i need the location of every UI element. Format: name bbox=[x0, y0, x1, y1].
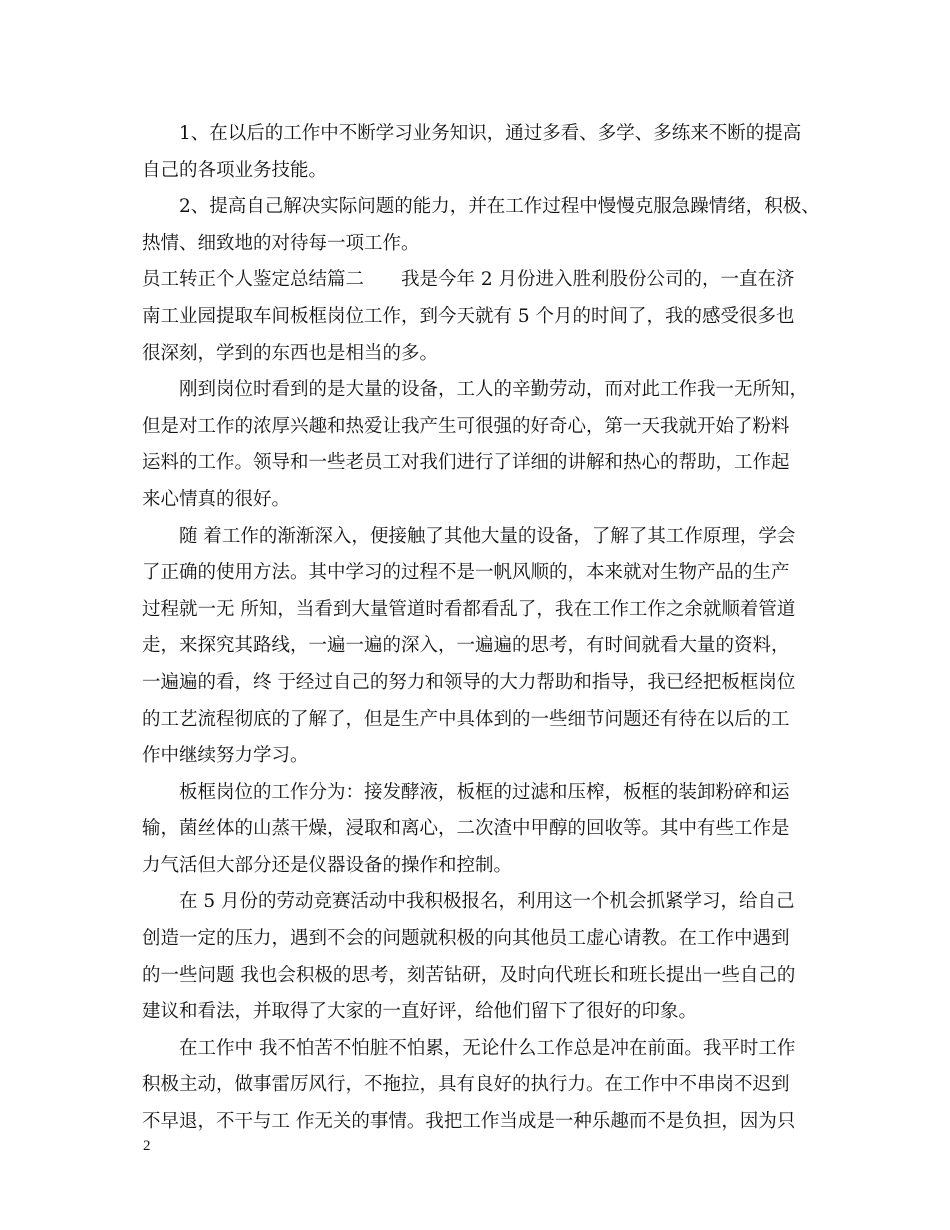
text-line: 积极主动，做事雷厉风行，不拖拉，具有良好的执行力。在工作中不串岗不迟到 bbox=[142, 1074, 790, 1096]
text-line: 刚到岗位时看到的是大量的设备，工人的辛勤劳动，而对此工作我一无所知， bbox=[179, 379, 809, 401]
text-line: 作中继续努力学习。 bbox=[142, 745, 309, 767]
text-line: 热情、细致地的对待每一项工作。 bbox=[142, 232, 420, 254]
document-body bbox=[142, 116, 822, 1141]
section-heading-line: 员工转正个人鉴定总结篇二 我是今年 2 月份进入胜利股份公司的，一直在济 bbox=[142, 269, 795, 291]
text-line: 很深刻，学到的东西也是相当的多。 bbox=[142, 342, 439, 364]
text-line: 南工业园提取车间板框岗位工作，到今天就有 5 个月的时间了，我的感受很多也 bbox=[142, 305, 795, 327]
text-line: 的工艺流程彻底的了解了，但是生产中具体到的一些细节问题还有待在以后的工 bbox=[142, 708, 790, 730]
text-line: 一遍遍的看，终 于经过自己的努力和领导的大力帮助和指导，我已经把板框岗位 bbox=[142, 671, 796, 693]
text-line: 的一些问题 我也会积极的思考，刻苦钻研，及时向代班长和班长提出一些自己的 bbox=[142, 964, 796, 986]
text-line: 过程就一无 所知，当看到大量管道时看都看乱了，我在工作工作之余就顺着管道 bbox=[142, 598, 796, 620]
text-line: 输，菌丝体的山蒸干燥，浸取和离心，二次渣中甲醇的回收等。其中有些工作是 bbox=[142, 818, 790, 840]
text-line: 在工作中 我不怕苦不怕脏不怕累，无论什么工作总是冲在前面。我平时工作 bbox=[179, 1037, 796, 1059]
text-line: 2、提高自己解决实际问题的能力，并在工作过程中慢慢克服急躁情绪，积极、 bbox=[179, 196, 820, 218]
text-line: 在 5 月份的劳动竞赛活动中我积极报名，利用这一个机会抓紧学习，给自己 bbox=[179, 891, 795, 913]
text-line: 随 着工作的渐渐深入，便接触了其他大量的设备，了解了其工作原理，学会 bbox=[179, 525, 796, 547]
text-line: 板框岗位的工作分为：接发酵液，板框的过滤和压榨，板框的装卸粉碎和运 bbox=[179, 781, 790, 803]
text-line: 创造一定的压力，遇到不会的问题就积极的向其他员工虚心请教。在工作中遇到 bbox=[142, 928, 790, 950]
text-line: 运料的工作。领导和一些老员工对我们进行了详细的讲解和热心的帮助，工作起 bbox=[142, 452, 790, 474]
text-line: 自己的各项业务技能。 bbox=[142, 159, 328, 181]
text-line: 1、在以后的工作中不断学习业务知识，通过多看、多学、多练来不断的提高 bbox=[179, 123, 802, 144]
text-line: 力气活但大部分还是仪器设备的操作和控制。 bbox=[142, 854, 513, 876]
text-line: 建议和看法，并取得了大家的一直好评，给他们留下了很好的印象。 bbox=[142, 1001, 698, 1023]
text-line: 走，来探究其路线，一遍一遍的深入，一遍遍的思考，有时间就看大量的资料， bbox=[142, 635, 790, 657]
text-line: 来心情真的很好。 bbox=[142, 488, 291, 510]
text-line: 但是对工作的浓厚兴趣和热爱让我产生可很强的好奇心，第一天我就开始了粉料 bbox=[142, 415, 790, 437]
text-line: 不早退，不干与工 作无关的事情。我把工作当成是一种乐趣而不是负担，因为只 bbox=[142, 1111, 796, 1133]
text-line: 了正确的使用方法。其中学习的过程不是一帆风顺的，本来就对生物产品的生产 bbox=[142, 562, 790, 584]
page-number: 2 bbox=[143, 1138, 151, 1154]
